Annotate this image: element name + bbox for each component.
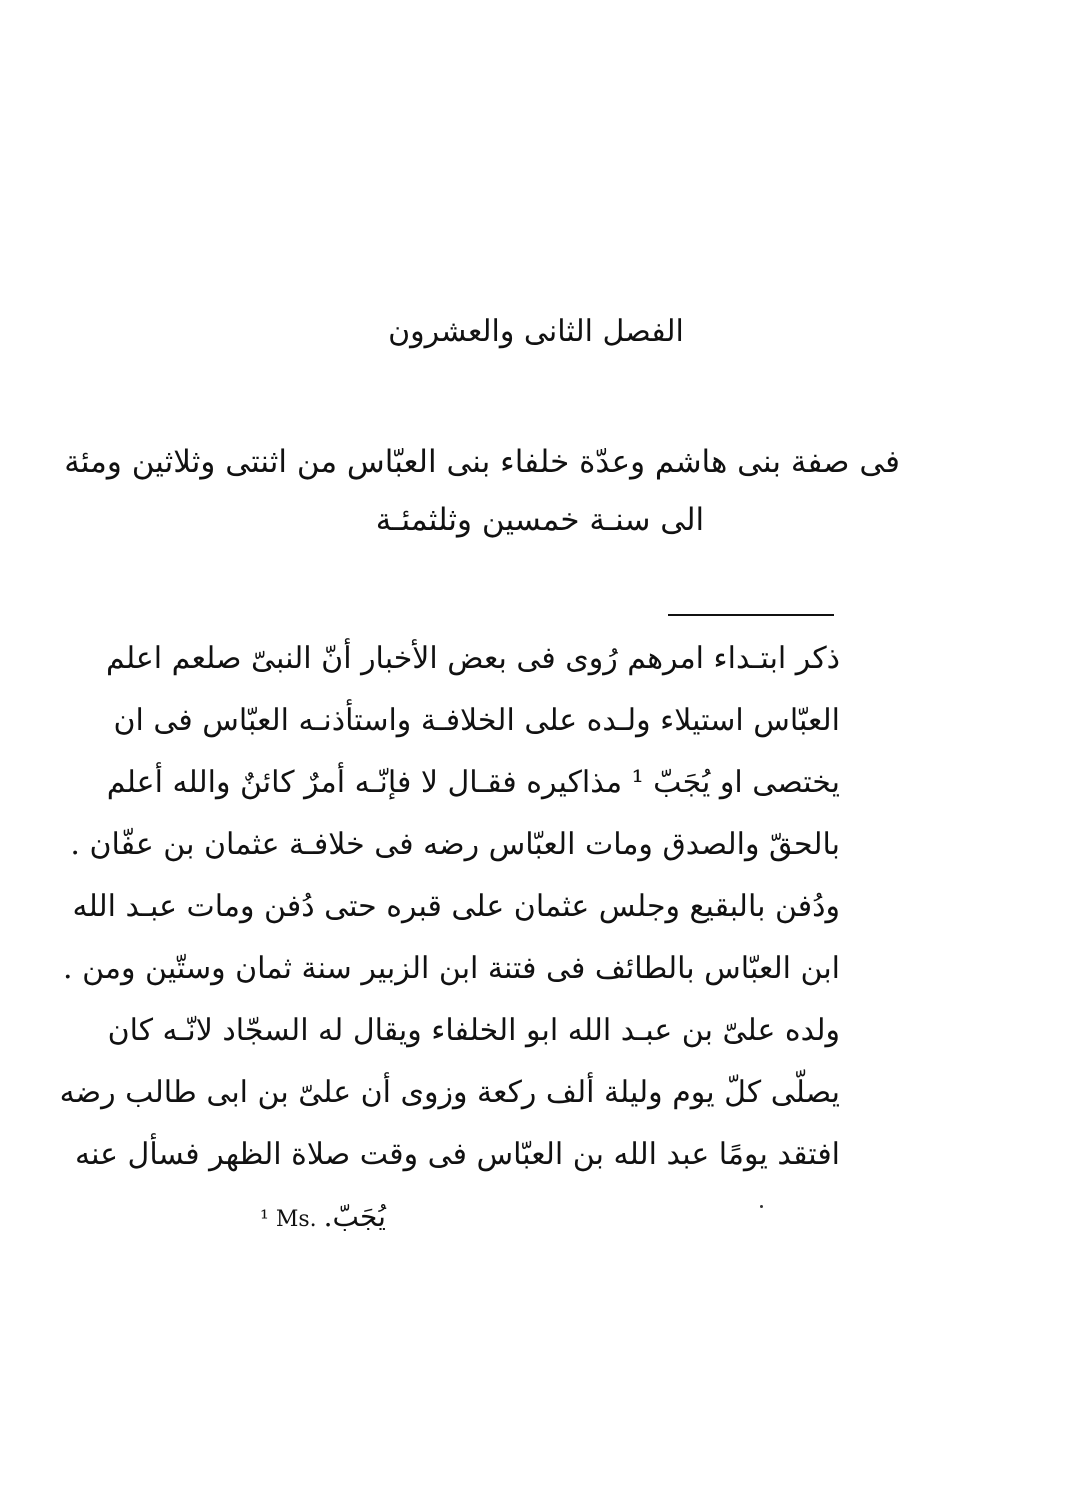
body-line: يختصى او يُجَبّ ¹ مذاكيره فقـال لا فإنّـه أمرٌ كائنٌ والله أعلم [106, 765, 840, 800]
footnote-reading: يُجَبّ. [323, 1200, 386, 1233]
body-line: افتقد يومًا عبد الله بن العبّاس فى وقت صلاة الظهر فسأل عنه [74, 1137, 840, 1172]
footnote-marker: ¹ [260, 1207, 269, 1232]
body-line: ولده علىّ بن عبـد الله ابو الخلفاء ويقال له السجّاد لانّـه كان [107, 1013, 840, 1048]
chapter-title: الفصل الثانى والعشرون [388, 314, 684, 349]
body-line: بالحقّ والصدق ومات العبّاس رضه فى خلافـة عثمان بن عفّان . [70, 827, 840, 862]
stray-dot-mark [760, 1205, 763, 1208]
body-line: ذكر ابتـداء امرهم رُوى فى بعض الأخبار أنّ النبىّ صلعم اعلم [106, 641, 840, 676]
body-line: ابن العبّاس بالطائف فى فتنة ابن الزبير سنة ثمان وستّين ومن . [63, 951, 840, 986]
body-line: يصلّى كلّ يوم وليلة ألف ركعة وزوى أن علىّ بن ابى طالب رضه [59, 1075, 840, 1110]
body-text [59, 628, 840, 1186]
footnote [260, 1200, 386, 1237]
body-line: العبّاس استيلاء ولـده على الخلافـة واستأذنـه العبّاس فى ان [113, 703, 840, 738]
overline-decoration [668, 614, 834, 616]
chapter-subtitle-line-1: فى صفة بنى هاشم وعدّة خلفاء بنى العبّاس من اثنتى وثلاثين ومئة [64, 444, 900, 480]
body-line: ودُفن بالبقيع وجلس عثمان على قبره حتى دُفن ومات عبـد الله [72, 889, 840, 924]
chapter-subtitle-line-2: الى سنـة خمسين وثلثمئـة [375, 502, 705, 538]
footnote-label: Ms. [275, 1207, 317, 1232]
